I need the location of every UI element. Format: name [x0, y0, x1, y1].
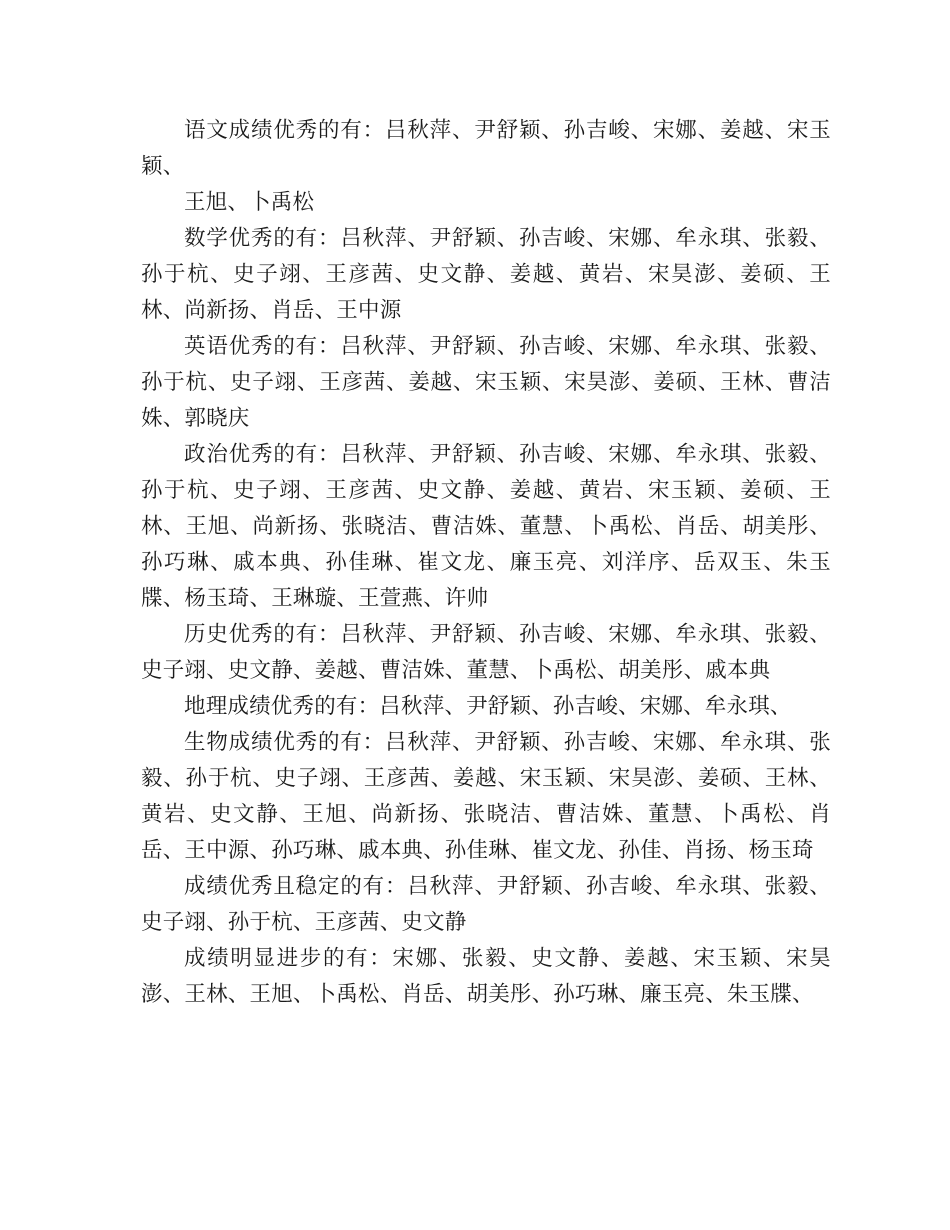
paragraph-english-excellent: 英语优秀的有：吕秋萍、尹舒颖、孙吉峻、宋娜、牟永琪、张毅、孙于杭、史子翊、王彦茜、姜越、宋玉颖、宋昊澎、姜硕、王林、曹洁姝、郭晓庆: [141, 334, 831, 431]
paragraph-chinese-excellent-continued: 王旭、卜禹松: [184, 190, 315, 215]
paragraph-excellent-stable: 成绩优秀且稳定的有：吕秋萍、尹舒颖、孙吉峻、牟永琪、张毅、史子翊、孙于杭、王彦茜、史文静: [141, 874, 831, 935]
paragraph-biology-excellent: 生物成绩优秀的有：吕秋萍、尹舒颖、孙吉峻、宋娜、牟永琪、张毅、孙于杭、史子翊、王彦茜、姜越、宋玉颖、宋昊澎、姜硕、王林、黄岩、史文静、王旭、尚新扬、张晓洁、曹洁姝、董慧、卜禹松、肖岳、王中源、孙巧琳、戚本典、孙佳琳、崔文龙、孙佳、肖扬、杨玉琦: [141, 730, 831, 863]
paragraph-geography-excellent: 地理成绩优秀的有：吕秋萍、尹舒颖、孙吉峻、宋娜、牟永琪、: [184, 694, 792, 719]
document-body: [141, 113, 831, 1013]
paragraph-history-excellent: 历史优秀的有：吕秋萍、尹舒颖、孙吉峻、宋娜、牟永琪、张毅、史子翊、史文静、姜越、曹洁姝、董慧、卜禹松、胡美彤、戚本典: [141, 622, 831, 683]
paragraph-chinese-excellent: 语文成绩优秀的有：吕秋萍、尹舒颖、孙吉峻、宋娜、姜越、宋玉颖、: [141, 118, 831, 179]
paragraph-politics-excellent: 政治优秀的有：吕秋萍、尹舒颖、孙吉峻、宋娜、牟永琪、张毅、孙于杭、史子翊、王彦茜、史文静、姜越、黄岩、宋玉颖、姜硕、王林、王旭、尚新扬、张晓洁、曹洁姝、董慧、卜禹松、肖岳、胡美彤、孙巧琳、戚本典、孙佳琳、崔文龙、廉玉亮、刘洋序、岳双玉、朱玉牒、杨玉琦、王琳璇、王萱燕、许帅: [141, 442, 831, 611]
paragraph-math-excellent: 数学优秀的有：吕秋萍、尹舒颖、孙吉峻、宋娜、牟永琪、张毅、孙于杭、史子翊、王彦茜、史文静、姜越、黄岩、宋昊澎、姜硕、王林、尚新扬、肖岳、王中源: [141, 226, 831, 323]
paragraph-notable-progress: 成绩明显进步的有：宋娜、张毅、史文静、姜越、宋玉颖、宋昊澎、王林、王旭、卜禹松、肖岳、胡美彤、孙巧琳、廉玉亮、朱玉牒、: [141, 946, 831, 1007]
